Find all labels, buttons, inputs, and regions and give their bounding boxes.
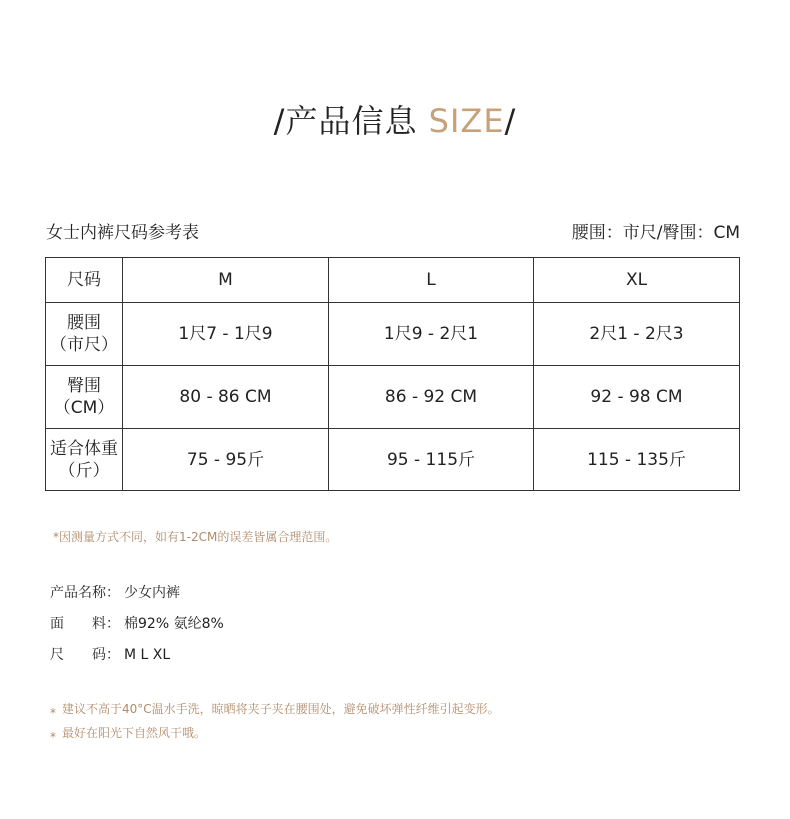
- spec-row-name: [50, 584, 224, 615]
- care-text: 最好在阳光下自然风干哦。: [62, 726, 207, 740]
- header-xl: XL: [534, 258, 740, 303]
- measurement-note: *因测量方式不同，如有1-2CM的误差皆属合理范围。: [53, 530, 338, 544]
- spec-key: 面 料：: [50, 616, 120, 632]
- bullet-icon: *: [50, 706, 56, 720]
- table-cell: 2尺1 - 2尺3: [534, 303, 740, 366]
- product-specs: [50, 584, 224, 677]
- bullet-icon: *: [50, 730, 56, 744]
- spec-value: M L XL: [124, 647, 171, 663]
- table-cell: 115 - 135斤: [534, 429, 740, 491]
- spec-row-fabric: [50, 615, 224, 646]
- table-cell: 92 - 98 CM: [534, 366, 740, 429]
- title-accent: SIZE: [428, 102, 505, 140]
- row-label-unit: （斤）: [58, 460, 110, 481]
- spec-value: 棉92% 氨纶8%: [124, 616, 224, 632]
- size-table: [45, 257, 740, 491]
- spec-row-size: [50, 646, 224, 677]
- row-label-weight: [46, 429, 123, 491]
- table-cell: 75 - 95斤: [123, 429, 329, 491]
- table-cell: 86 - 92 CM: [329, 366, 534, 429]
- row-label-line: 臀围: [67, 376, 101, 396]
- header-m: M: [123, 258, 329, 303]
- table-cell: 1尺7 - 1尺9: [123, 303, 329, 366]
- table-cell: 80 - 86 CM: [123, 366, 329, 429]
- row-label-waist: [46, 303, 123, 366]
- spec-key: 产品名称：: [50, 585, 120, 601]
- table-row: [46, 303, 740, 366]
- care-item: [50, 700, 500, 724]
- row-label-line: 腰围: [67, 313, 101, 333]
- spec-key: 尺 码：: [50, 647, 120, 663]
- spec-value: 少女内裤: [124, 585, 180, 601]
- title-main: /产品信息: [273, 102, 429, 140]
- care-text: 建议不高于40°C温水手洗，晾晒将夹子夹在腰围处，避免破坏弹性纤维引起变形。: [62, 702, 500, 716]
- unit-note: 腰围：市尺/臀围：CM: [571, 223, 740, 243]
- table-row: [46, 429, 740, 491]
- table-cell: 1尺9 - 2尺1: [329, 303, 534, 366]
- row-label-unit: （CM）: [53, 398, 115, 418]
- size-chart-heading: 女士内裤尺码参考表: [46, 223, 199, 243]
- care-item: [50, 724, 500, 748]
- header-l: L: [329, 258, 534, 303]
- table-cell: 95 - 115斤: [329, 429, 534, 491]
- table-row: [46, 366, 740, 429]
- table-header-row: [46, 258, 740, 303]
- row-label-unit: （市尺）: [50, 335, 118, 355]
- page-title: [0, 96, 790, 142]
- title-end: /: [504, 102, 517, 140]
- header-size: 尺码: [46, 258, 123, 303]
- row-label-line: 适合体重: [50, 438, 118, 459]
- care-instructions: [50, 700, 500, 748]
- row-label-hip: [46, 366, 123, 429]
